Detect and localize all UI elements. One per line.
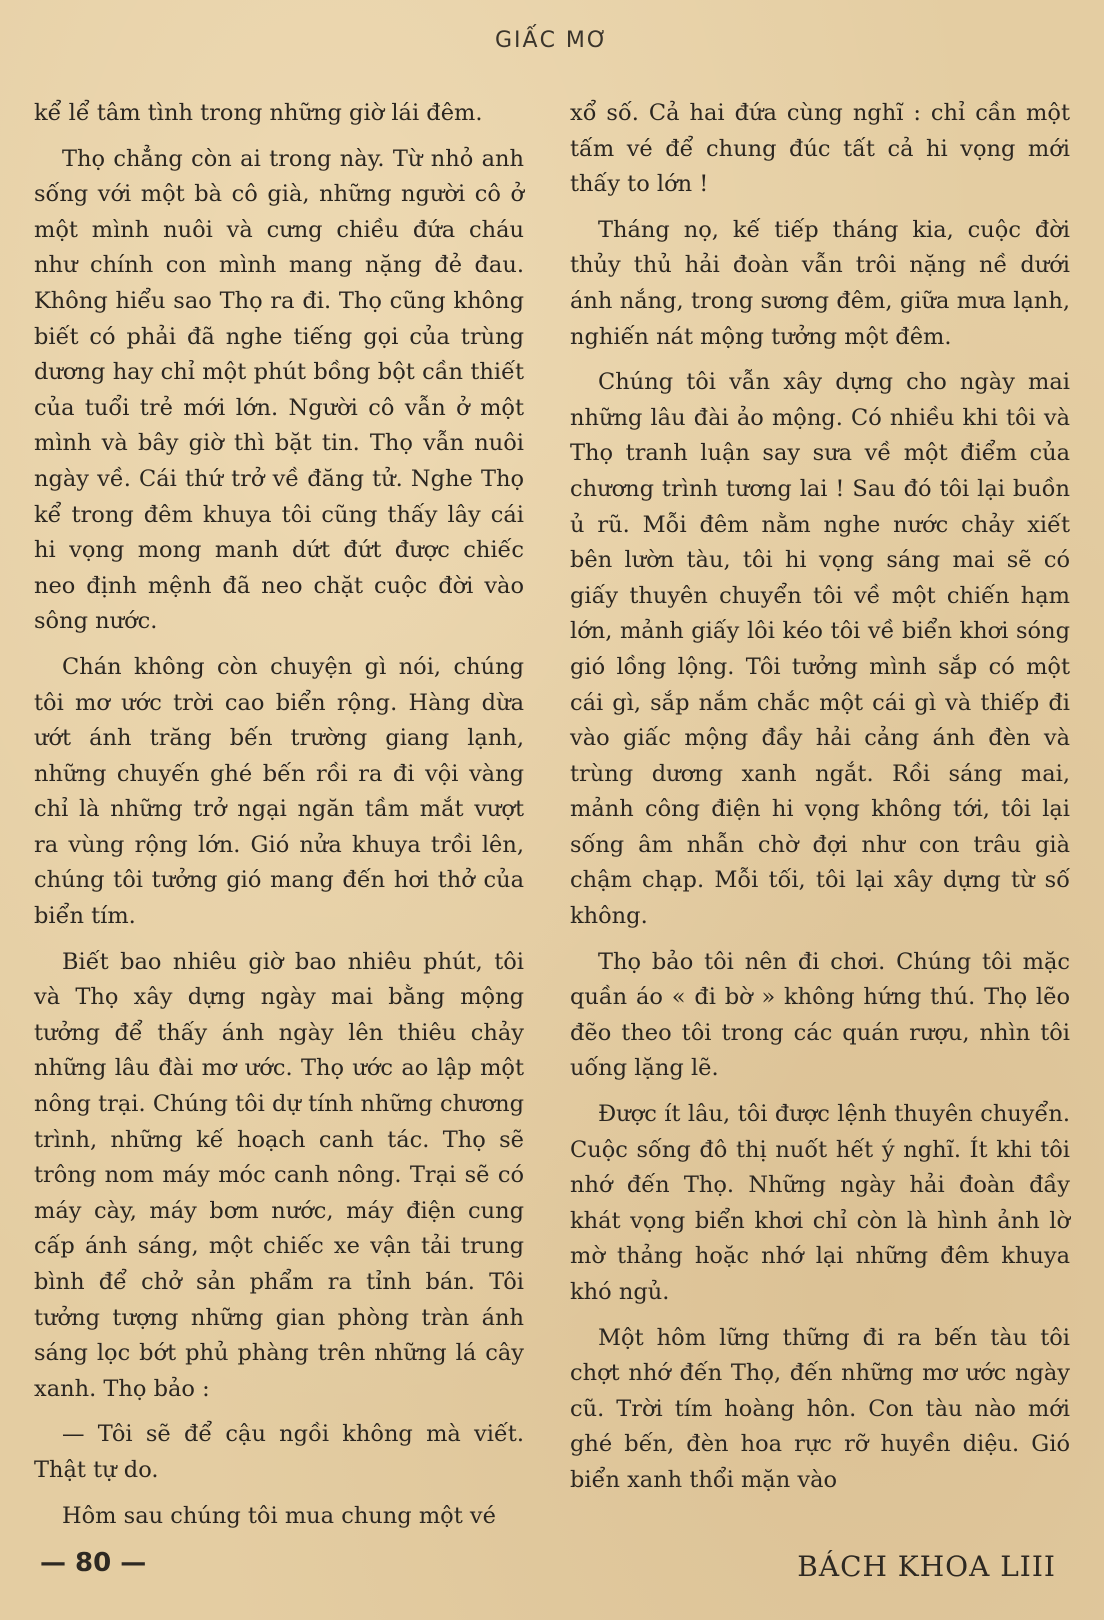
paragraph: Tháng nọ, kế tiếp tháng kia, cuộc đời thủy thủ hải đoàn vẫn trôi nặng nề dưới ánh nắng, trong sương đêm, giữa mưa lạnh, nghiến nát mộng tưởng một đêm. <box>570 216 1070 350</box>
paragraph: xổ số. Cả hai đứa cùng nghĩ : chỉ cần một tấm vé để chung đúc tất cả hi vọng mới thấy to lớn ! <box>570 100 1070 198</box>
paragraph: Biết bao nhiêu giờ bao nhiêu phút, tôi và Thọ xây dựng ngày mai bằng mộng tưởng để thấy ánh ngày lên thiêu chảy những lâu đài mơ ước. Thọ ước ao lập một nông trại. Chúng tôi dự tính những chương trình, những kế hoạch canh tác. Thọ sẽ trông nom máy móc canh nông. Trại sẽ có máy cày, máy bơm nước, máy điện cung cấp ánh sáng, một chiếc xe vận tải trung bình để chở sản phẩm ra tỉnh bán. Tôi tưởng tượng những gian phòng tràn ánh sáng lọc bớt phủ phàng trên những lá cây xanh. Thọ bảo : <box>34 948 524 1402</box>
running-title: GIẤC MƠ <box>494 28 609 53</box>
paragraph: kể lể tâm tình trong những giờ lái đêm. <box>34 100 483 126</box>
paragraph: Một hôm lững thững đi ra bến tàu tôi chợt nhớ đến Thọ, đến những mơ ước ngày cũ. Trời tím hoàng hôn. Con tàu nào mới ghé bến, đèn hoa rực rỡ huyền diệu. Gió biển xanh thổi mặn vào <box>570 1324 1070 1493</box>
paragraph: Hôm sau chúng tôi mua chung một vé <box>62 1502 496 1529</box>
paragraph: Chúng tôi vẫn xây dựng cho ngày mai những lâu đài ảo mộng. Có nhiều khi tôi và Thọ tranh luận say sưa về một điểm của chương trình tương lai ! Sau đó tôi lại buồn ủ rũ. Mỗi đêm nằm nghe nước chảy xiết bên lườn tàu, tôi hi vọng sáng mai sẽ có giấy thuyên chuyển tôi về một chiến hạm lớn, mảnh giấy lôi kéo tôi về biển khơi sóng gió lồng lộng. Tôi tưởng mình sắp có một cái gì, sắp nắm chắc một cái gì và thiếp đi vào giấc mộng đầy hải cảng ánh đèn và trùng dương xanh ngắt. Rồi sáng mai, mảnh công điện hi vọng không tới, tôi lại sống âm nhẫn chờ đợi như con trâu già chậm chạp. Mỗi tối, tôi lại xây dựng từ số không. <box>570 369 1070 930</box>
right-column <box>570 96 1070 1509</box>
page-number: — 80 — <box>40 1548 147 1578</box>
publication-name: BÁCH KHOA LIII <box>797 1550 1056 1583</box>
paragraph: Chán không còn chuyện gì nói, chúng tôi mơ ước trời cao biển rộng. Hàng dừa ướt ánh trăng bến trường giang lạnh, những chuyến ghé bến rồi ra đi vội vàng chỉ là những trở ngại ngăn tầm mắt vượt ra vùng rộng lớn. Gió nửa khuya trồi lên, chúng tôi tưởng gió mang đến hơi thở của biển tím. <box>34 653 524 930</box>
paragraph: Được ít lâu, tôi được lệnh thuyên chuyển. Cuộc sống đô thị nuốt hết ý nghĩ. Ít khi tôi nhớ đến Thọ. Những ngày hải đoàn đầy khát vọng biển khơi chỉ còn là hình ảnh lờ mờ thảng hoặc nhớ lại những đêm khuya khó ngủ. <box>570 1101 1070 1305</box>
paragraph: — Tôi sẽ để cậu ngồi không mà viết. Thật tự do. <box>34 1421 524 1483</box>
paragraph: Thọ bảo tôi nên đi chơi. Chúng tôi mặc quần áo « đi bờ » không hứng thú. Thọ lẽo đẽo theo tôi trong các quán rượu, nhìn tôi uống lặng lẽ. <box>570 948 1070 1082</box>
paragraph: Thọ chẳng còn ai trong này. Từ nhỏ anh sống với một bà cô già, những người cô ở một mình nuôi và cưng chiều đứa cháu như chính con mình mang nặng đẻ đau. Không hiểu sao Thọ ra đi. Thọ cũng không biết có phải đã nghe tiếng gọi của trùng dương hay chỉ một phút bồng bột cần thiết của tuổi trẻ mới lớn. Người cô vẫn ở một mình và bây giờ thì bặt tin. Thọ vẫn nuôi ngày về. Cái thứ trở về đăng tử. Nghe Thọ kể trong đêm khuya tôi cũng thấy lây cái hi vọng mong manh dứt đứt được chiếc neo định mệnh đã neo chặt cuộc đời vào sông nước. <box>34 145 524 635</box>
left-column <box>34 96 524 1544</box>
